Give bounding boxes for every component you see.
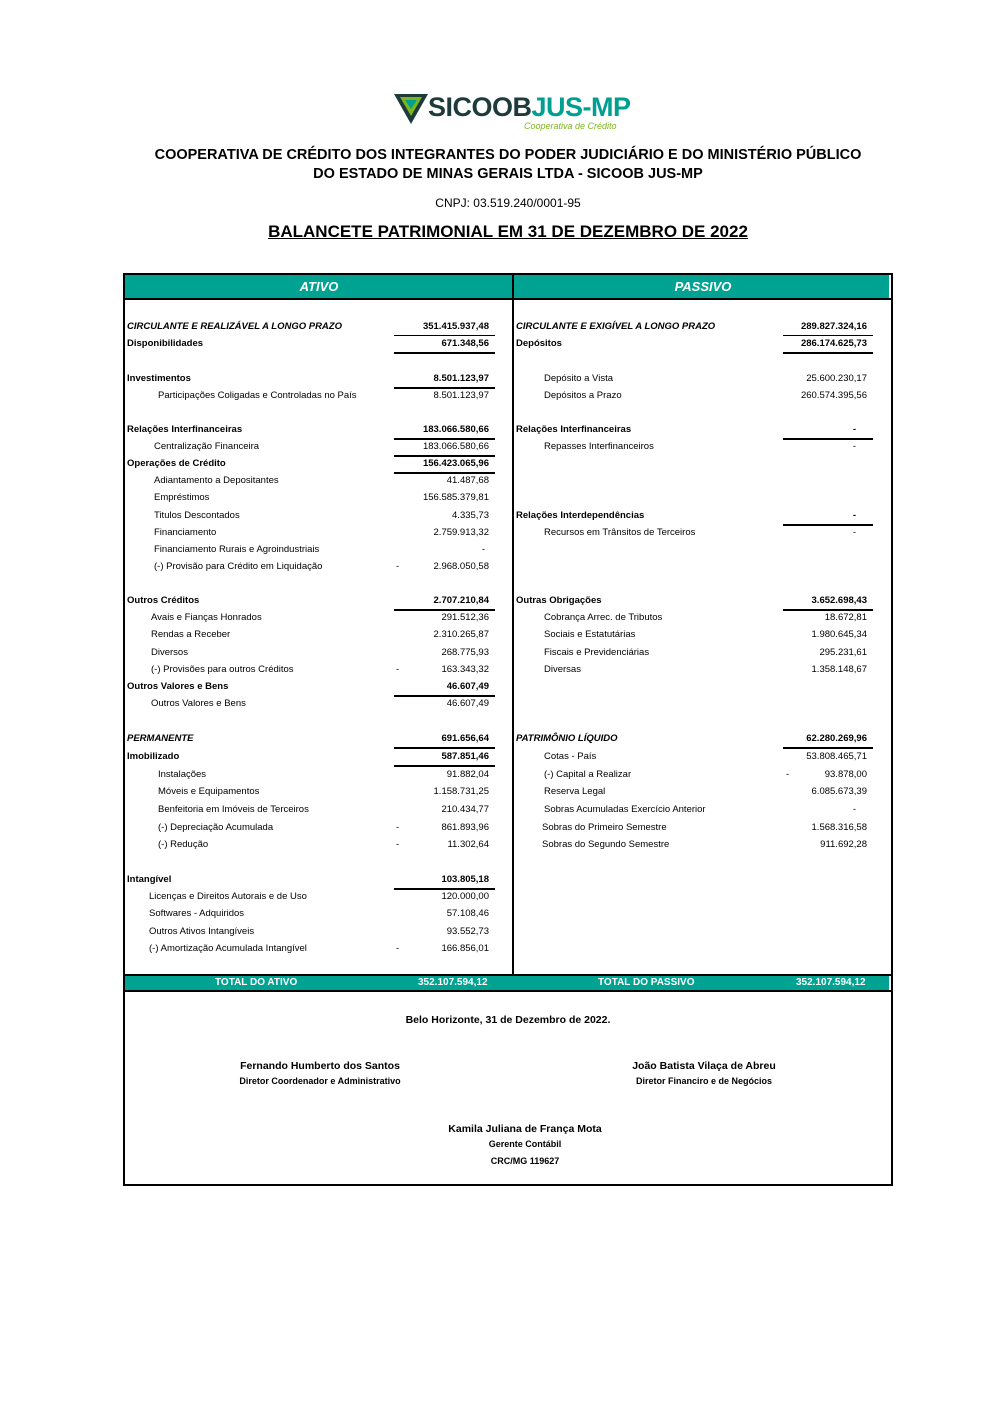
outros-valores-bens-value: 46.607,49 [446, 681, 489, 692]
balance-sheet-table [123, 273, 893, 1186]
provisoes-outros-sign: - [396, 664, 400, 675]
intangivel-value: 103.805,18 [441, 874, 489, 885]
adiantamento-value: 41.487,68 [446, 475, 489, 486]
depositos-prazo-value: 260.574.395,56 [800, 390, 867, 401]
imobilizado-value: 587.851,46 [441, 751, 489, 762]
provisao-credito-value: 2.968.050,58 [433, 561, 489, 572]
financiamento-label: Financiamento [154, 527, 217, 538]
deposito-vista-label: Depósito a Vista [544, 373, 614, 384]
amortizacao-sign: - [396, 943, 400, 954]
relacoes-interdependencias-value: - [852, 510, 856, 521]
operacoes-credito-label: Operações de Crédito [127, 458, 226, 469]
outros-intangiveis-value: 93.552,73 [446, 926, 489, 937]
logo-mark-icon [394, 92, 428, 126]
provisao-credito-label: (-) Provisão para Crédito em Liquidação [154, 561, 323, 572]
imobilizado-label: Imobilizado [127, 751, 180, 762]
passivo-circulante-label: CIRCULANTE E EXIGÍVEL A LONGO PRAZO [516, 321, 716, 332]
adiantamento-label: Adiantamento a Depositantes [154, 475, 279, 486]
patrimonio-liquido-value: 62.280.269,96 [806, 733, 867, 744]
depositos-prazo-label: Depósitos a Prazo [544, 390, 622, 401]
reserva-legal-value: 6.085.673,39 [811, 786, 867, 797]
cnpj: CNPJ: 03.519.240/0001-95 [435, 196, 581, 210]
total-ativo-value: 352.107.594,12 [418, 977, 488, 988]
outros-valores-bens-label: Outros Valores e Bens [127, 681, 229, 692]
financiamento-rurais-value: - [481, 544, 485, 555]
outros-valores-bens-item-label: Outros Valores e Bens [151, 698, 246, 709]
permanente-value: 691.656,64 [441, 733, 489, 744]
cobranca-value: 18.672,81 [824, 612, 867, 623]
instalacoes-label: Instalações [158, 769, 207, 780]
amortizacao-value: 166.856,01 [441, 943, 489, 954]
outras-obrigacoes-label: Outras Obrigações [516, 595, 602, 606]
reducao-sign: - [396, 839, 400, 850]
licencas-value: 120.000,00 [441, 891, 489, 902]
signatory-3-role: Gerente Contábil [488, 1139, 562, 1149]
sobras-primeiro-label: Sobras do Primeiro Semestre [542, 822, 667, 833]
outras-obrigacoes-value: 3.652.698,43 [811, 595, 867, 606]
signatory-2-role: Diretor Financiro e de Negócios [635, 1076, 773, 1086]
softwares-value: 57.108,46 [446, 908, 489, 919]
patrimonio-liquido-label: PATRIMÔNIO LÍQUIDO [516, 733, 618, 744]
ativo-circulante-label: CIRCULANTE E REALIZÁVEL A LONGO PRAZO [127, 321, 342, 332]
sobras-anterior-label: Sobras Acumuladas Exercício Anterior [544, 804, 706, 815]
place-date: Belo Horizonte, 31 de Dezembro de 2022. [405, 1014, 611, 1026]
benfeitoria-value: 210.434,77 [441, 804, 489, 815]
provisoes-outros-value: 163.343,32 [441, 664, 489, 675]
cobranca-label: Cobrança Arrec. de Tributos [544, 612, 663, 623]
passivo-header: PASSIVO [674, 279, 732, 294]
fiscais-value: 295.231,61 [819, 647, 867, 658]
passivo-circulante-value: 289.827.324,16 [800, 321, 867, 332]
participacoes-label: Participações Coligadas e Controladas no País [158, 390, 357, 401]
emprestimos-label: Empréstimos [154, 492, 210, 503]
diversas-value: 1.358.148,67 [811, 664, 867, 675]
depositos-value: 286.174.625,73 [800, 338, 867, 349]
diversas-label: Diversas [544, 664, 581, 675]
relacoes-interdependencias-label: Relações Interdependências [516, 510, 645, 521]
outros-creditos-value: 2.707.210,84 [433, 595, 489, 606]
investimentos-value: 8.501.123,97 [433, 373, 489, 384]
signatory-1-name: Fernando Humberto dos Santos [240, 1060, 400, 1072]
column-divider [512, 275, 514, 990]
sobras-segundo-label: Sobras do Segundo Semestre [542, 839, 670, 850]
sobras-segundo-value: 911.692,28 [820, 839, 867, 850]
operacoes-credito-value: 156.423.065,96 [422, 458, 489, 469]
recursos-transito-label: Recursos em Trânsitos de Terceiros [544, 527, 696, 538]
logo-wordmark: SICOOBJUS-MP [428, 92, 631, 122]
outros-intangiveis-label: Outros Ativos Intangíveis [149, 926, 255, 937]
deposito-vista-value: 25.600.230,17 [806, 373, 867, 384]
passivo-relacoes-interfinanceiras-label: Relações Interfinanceiras [516, 424, 632, 435]
fiscais-label: Fiscais e Previdenciárias [544, 647, 650, 658]
cotas-label: Cotas - País [544, 751, 597, 762]
reducao-label: (-) Redução [158, 839, 209, 850]
instalacoes-value: 91.882,04 [446, 769, 489, 780]
licencas-label: Licenças e Direitos Autorais e de Uso [149, 891, 307, 902]
total-passivo-label: TOTAL DO PASSIVO [598, 977, 695, 988]
moveis-value: 1.158.731,25 [433, 786, 489, 797]
participacoes-value: 8.501.123,97 [433, 390, 489, 401]
capital-realizar-label: (-) Capital a Realizar [544, 769, 632, 780]
capital-realizar-sign: - [786, 769, 790, 780]
benfeitoria-label: Benfeitoria em Imóveis de Terceiros [158, 804, 309, 815]
sobras-anterior-value: - [852, 804, 856, 815]
softwares-label: Softwares - Adquiridos [149, 908, 245, 919]
sociais-value: 1.980.645,34 [811, 629, 867, 640]
provisao-credito-sign: - [396, 561, 400, 572]
outros-creditos-label: Outros Créditos [127, 595, 200, 606]
total-passivo-value: 352.107.594,12 [796, 977, 866, 988]
amortizacao-label: (-) Amortização Acumulada Intangível [149, 943, 307, 954]
relacoes-interfinanceiras-label: Relações Interfinanceiras [127, 424, 243, 435]
outros-valores-bens-item-value: 46.607,49 [446, 698, 489, 709]
cotas-value: 53.808.465,71 [806, 751, 867, 762]
passivo-relacoes-interfinanceiras-value: - [852, 424, 856, 435]
sociais-label: Sociais e Estatutárias [544, 629, 636, 640]
financiamento-value: 2.759.913,32 [433, 527, 489, 538]
document-title: BALANCETE PATRIMONIAL EM 31 DE DEZEMBRO DE 2022 [268, 222, 748, 241]
signatory-3-crc: CRC/MG 119627 [490, 1156, 560, 1166]
signatory-1-role: Diretor Coordenador e Administrativo [239, 1076, 401, 1086]
centralizacao-label: Centralização Financeira [154, 441, 260, 452]
moveis-label: Móveis e Equipamentos [158, 786, 260, 797]
signatory-2-name: João Batista Vilaça de Abreu [632, 1060, 776, 1072]
total-ativo-label: TOTAL DO ATIVO [215, 977, 298, 988]
avais-value: 291.512,36 [441, 612, 489, 623]
depositos-label: Depósitos [516, 338, 562, 349]
depreciacao-sign: - [396, 822, 400, 833]
depreciacao-value: 861.893,96 [441, 822, 489, 833]
sicoob-logo [394, 92, 631, 132]
diversos-label: Diversos [151, 647, 188, 658]
investimentos-label: Investimentos [127, 373, 191, 384]
reserva-legal-label: Reserva Legal [544, 786, 606, 797]
diversos-value: 268.775,93 [441, 647, 489, 658]
ativo-circulante-value: 351.415.937,48 [422, 321, 489, 332]
centralizacao-value: 183.066.580,66 [422, 441, 489, 452]
titulos-value: 4.335,73 [452, 510, 489, 521]
rendas-value: 2.310.265,87 [433, 629, 489, 640]
reducao-value: 11.302,64 [447, 839, 489, 850]
ativo-header: ATIVO [299, 279, 339, 294]
disponibilidades-value: 671.348,56 [441, 338, 489, 349]
avais-label: Avais e Fianças Honrados [151, 612, 262, 623]
titulos-label: Titulos Descontados [154, 510, 240, 521]
disponibilidades-label: Disponibilidades [127, 338, 204, 349]
relacoes-interfinanceiras-value: 183.066.580,66 [422, 424, 489, 435]
repasses-label: Repasses Interfinanceiros [544, 441, 654, 452]
sobras-primeiro-value: 1.568.316,58 [811, 822, 867, 833]
provisoes-outros-label: (-) Provisões para outros Créditos [151, 664, 294, 675]
logo-tagline: Cooperativa de Crédito [524, 121, 617, 131]
financiamento-rurais-label: Financiamento Rurais e Agroindustriais [154, 544, 320, 555]
cooperative-name-line2: DO ESTADO DE MINAS GERAIS LTDA - SICOOB JUS-MP [313, 166, 703, 182]
emprestimos-value: 156.585.379,81 [422, 492, 489, 503]
signatory-3-name: Kamila Juliana de França Mota [448, 1123, 602, 1135]
permanente-label: PERMANENTE [127, 733, 194, 744]
intangivel-label: Intangível [127, 874, 172, 885]
recursos-transito-value: - [852, 527, 856, 538]
rendas-label: Rendas a Receber [151, 629, 231, 640]
depreciacao-label: (-) Depreciação Acumulada [158, 822, 274, 833]
repasses-value: - [852, 441, 856, 452]
capital-realizar-value: 93.878,00 [824, 769, 867, 780]
cooperative-name-line1: COOPERATIVA DE CRÉDITO DOS INTEGRANTES DO PODER JUDICIÁRIO E DO MINISTÉRIO PÚBLICO [154, 147, 862, 163]
